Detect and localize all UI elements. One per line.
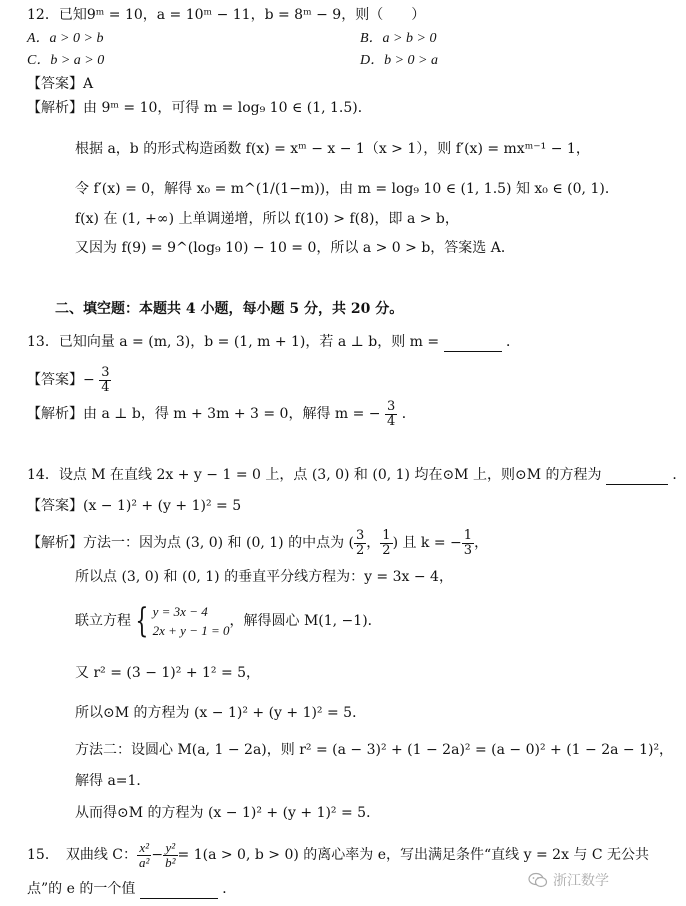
watermark: [528, 870, 609, 890]
q14-method1: [27, 527, 488, 559]
q12-analysis-3: 令 f′(x) = 0，解得 x₀ = m^(1/(1−m))，由 m = log₉ 10 ∈ (1, 1.5) 知 x₀ ∈ (0, 1)．: [75, 181, 619, 197]
q14-stem-text: 14．设点 M 在直线 2x + y − 1 = 0 上，点 (3, 0) 和 (0, 1) 均在⊙M 上，则⊙M 的方程为: [27, 467, 602, 483]
midpoint-x-fraction: [354, 529, 366, 558]
q15-x-fraction: [137, 841, 151, 870]
q15-y-num: y²: [163, 841, 177, 856]
q12-option-c: C．b > a > 0: [27, 53, 105, 68]
watermark-text: 浙江数学: [553, 873, 609, 889]
slope-num: 1: [463, 527, 473, 543]
q12-option-d: D．b > 0 > a: [360, 53, 439, 68]
q14-equation: 所以⊙M 的方程为 (x − 1)² + (y + 1)² = 5．: [75, 705, 367, 721]
q13-answer-den: 4: [101, 379, 110, 395]
q12-option-b: B．a > b > 0: [360, 31, 437, 46]
q13-analysis-end: ．: [401, 406, 416, 422]
q15-x-num: x²: [137, 841, 151, 856]
q15-post: = 1(a > 0, b > 0) 的离心率为 e，写出满足条件“直线 y = 2x 与 C 无公共: [177, 847, 650, 863]
q12-analysis-5: 又因为 f(9) = 9^(log₉ 10) − 10 = 0，所以 a > 0 > b，答案选 A．: [75, 240, 515, 256]
q14-system: [75, 601, 382, 641]
q15-blank: [140, 880, 218, 899]
q15-y-den: b²: [165, 854, 176, 870]
q13-analysis-text: 【解析】由 a ⊥ b，得 m + 3m + 3 = 0，解得 m = −: [27, 406, 381, 422]
q14-answer: 【答案】(x − 1)² + (y + 1)² = 5: [27, 498, 242, 514]
slope-fraction: [462, 529, 474, 558]
q14-method2: 方法二：设圆心 M(a, 1 − 2a)，则 r² = (a − 3)² + (1 − 2a)² = (a − 0)² + (1 − 2a − 1)²，: [75, 742, 674, 758]
q15-line2: [27, 880, 236, 899]
q13-stem-end: ．: [506, 334, 521, 350]
system-equations: [153, 602, 230, 640]
q13-blank: [444, 333, 502, 352]
q13-answer: [27, 365, 111, 395]
q12-analysis-4: f(x) 在 (1, +∞) 上单调递增，所以 f(10) > f(8)，即 a > b，: [75, 211, 459, 227]
q14-method2-result: 从而得⊙M 的方程为 (x − 1)² + (y + 1)² = 5．: [75, 805, 381, 821]
section-title: 二、填空题：本题共 4 小题，每小题 5 分，共 20 分。: [55, 301, 404, 317]
q12-analysis-2: 根据 a，b 的形式构造函数 f(x) = xᵐ − x − 1（x > 1），则 f′(x) = mxᵐ⁻¹ − 1，: [75, 141, 590, 157]
q13-stem-text: 13．已知向量 a = (m, 3)，b = (1, m + 1)，若 a ⊥ b，则 m =: [27, 334, 440, 350]
q14-blank: [606, 466, 668, 485]
midpoint-x-num: 3: [356, 527, 365, 543]
q14-stem: [27, 466, 686, 485]
system-brace: {: [135, 601, 149, 641]
q15-line2-text: 点”的 e 的一个值: [27, 881, 136, 897]
system-eq1: y = 3x − 4: [152, 604, 208, 619]
slope-den: 3: [463, 542, 473, 558]
q15-line2-end: ．: [222, 881, 237, 897]
q13-answer-num: 3: [101, 364, 110, 380]
system-post: ，解得圆心 M(1, −1)．: [229, 613, 382, 629]
q13-analysis-den: 4: [386, 413, 396, 429]
q14-method1-text: 【解析】方法一：因为点 (3, 0) 和 (0, 1) 的中点为 (: [27, 535, 354, 551]
midpoint-x-den: 2: [356, 542, 365, 558]
q12-answer: 【答案】A: [27, 76, 94, 92]
q14-method2-solve: 解得 a=1．: [75, 773, 151, 789]
q13-answer-label: 【答案】−: [27, 372, 95, 388]
q15-pre: 15． 双曲线 C：: [27, 847, 137, 863]
q13-analysis: [27, 399, 416, 429]
q12-option-a: A．a > 0 > b: [27, 31, 104, 46]
system-pre: 联立方程: [75, 613, 131, 629]
q12-stem: 12．已知9ᵐ = 10，a = 10ᵐ − 11，b = 8ᵐ − 9，则（ ）: [27, 7, 426, 23]
q13-answer-fraction: [99, 366, 111, 395]
q15-y-fraction: [163, 841, 177, 870]
q13-stem: [27, 333, 520, 352]
slope-text: ) 且 k = −: [392, 535, 462, 551]
q14-radius: 又 r² = (3 − 1)² + 1² = 5，: [75, 665, 261, 681]
midpoint-y-fraction: [380, 529, 392, 558]
midpoint-comma: ，: [366, 535, 381, 551]
q13-analysis-num: 3: [386, 398, 396, 414]
q15-minus: −: [151, 847, 164, 863]
q15-x-den: a²: [138, 854, 150, 870]
wechat-icon: [528, 872, 548, 888]
q14-stem-end: ．: [672, 467, 686, 483]
midpoint-y-den: 2: [382, 542, 391, 558]
q14-bisector: 所以点 (3, 0) 和 (0, 1) 的垂直平分线方程为：y = 3x − 4，: [75, 569, 453, 585]
q15-stem: [27, 838, 649, 872]
method1-end: ，: [474, 535, 489, 551]
midpoint-y-num: 1: [382, 527, 391, 543]
q13-analysis-fraction: [385, 400, 397, 429]
q12-analysis-1: 【解析】由 9ᵐ = 10，可得 m = log₉ 10 ∈ (1, 1.5)．: [27, 100, 372, 116]
system-eq2: 2x + y − 1 = 0: [152, 623, 230, 638]
